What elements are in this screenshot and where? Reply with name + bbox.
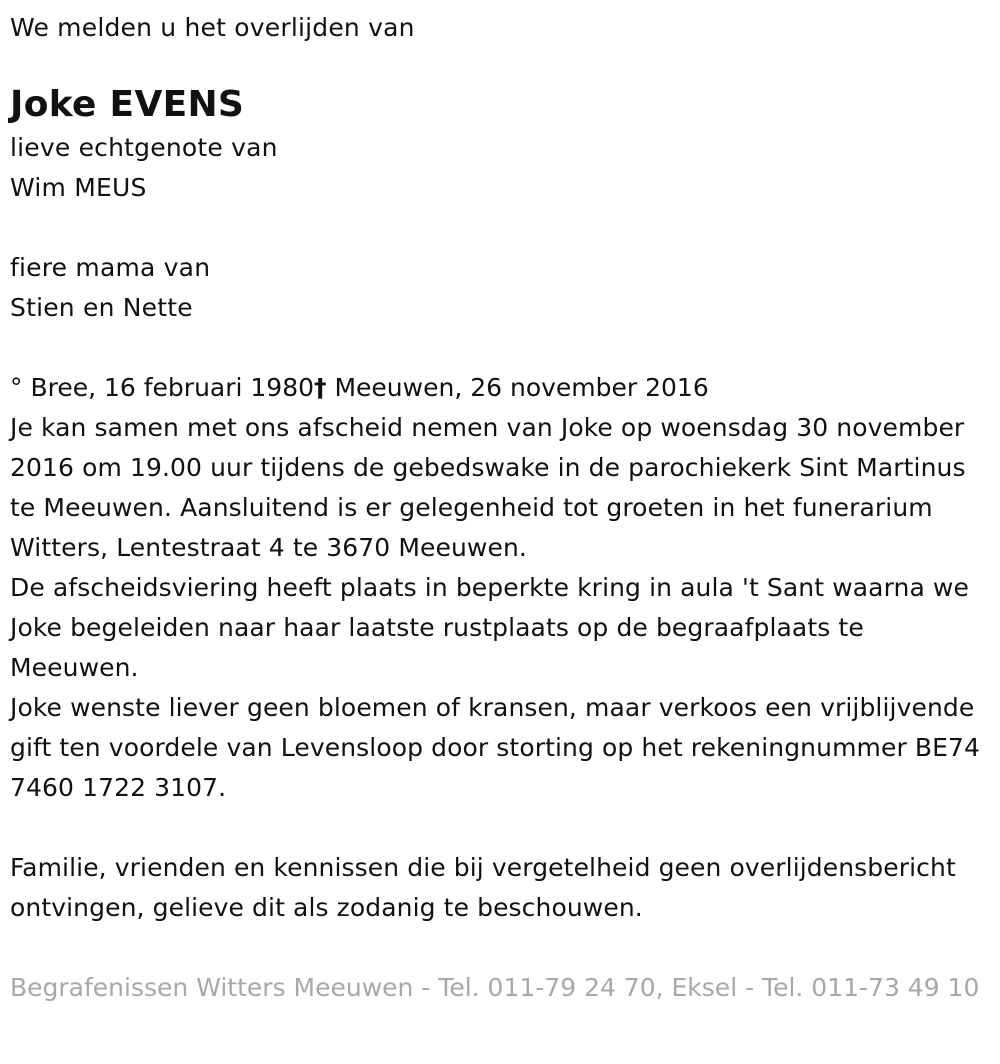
birth-death-dates (10, 368, 1000, 408)
spouse-name: Wim MEUS (10, 173, 147, 202)
relation-label: lieve echtgenote van (10, 133, 278, 162)
spacer (10, 328, 1000, 368)
birth-date: ° Bree, 16 februari 1980 (10, 373, 315, 402)
intro-text: We melden u het overlijden van (10, 13, 415, 42)
children-label: fiere mama van (10, 253, 211, 282)
closing-paragraph: Familie, vrienden en kennissen die bij vergetelheid geen overlijdensbericht ontvingen, gelieve dit als zodanig te beschouwen. (10, 853, 956, 922)
cross-icon: † (314, 373, 327, 402)
funeral-home-footer: Begrafenissen Witters Meeuwen - Tel. 011-79 24 70, Eksel - Tel. 011-73 49 10 (10, 973, 980, 1002)
deceased-name: Joke EVENS (10, 84, 245, 125)
death-date: Meeuwen, 26 november 2016 (326, 373, 709, 402)
children-names: Stien en Nette (10, 293, 193, 322)
donation-paragraph: Joke wenste liever geen bloemen of kransen, maar verkoos een vrijblijvende gift ten voordele van Levensloop door storting op het rekeningnummer BE74 7460 1722 3107. (10, 693, 981, 802)
spacer (10, 208, 1000, 248)
wake-paragraph: Je kan samen met ons afscheid nemen van Joke op woensdag 30 november 2016 om 19.00 uur tijdens de gebedswake in de parochiekerk Sint Martinus te Meeuwen. Aansluitend is er gelegenheid tot groeten in het funerarium Witters, Lentestraat 4 te 3670 Meeuwen. (10, 413, 966, 562)
ceremony-paragraph: De afscheidsviering heeft plaats in beperkte kring in aula 't Sant waarna we Joke begeleiden naar haar laatste rustplaats op de begraafplaats te Meeuwen. (10, 573, 969, 682)
spacer (10, 808, 1000, 848)
